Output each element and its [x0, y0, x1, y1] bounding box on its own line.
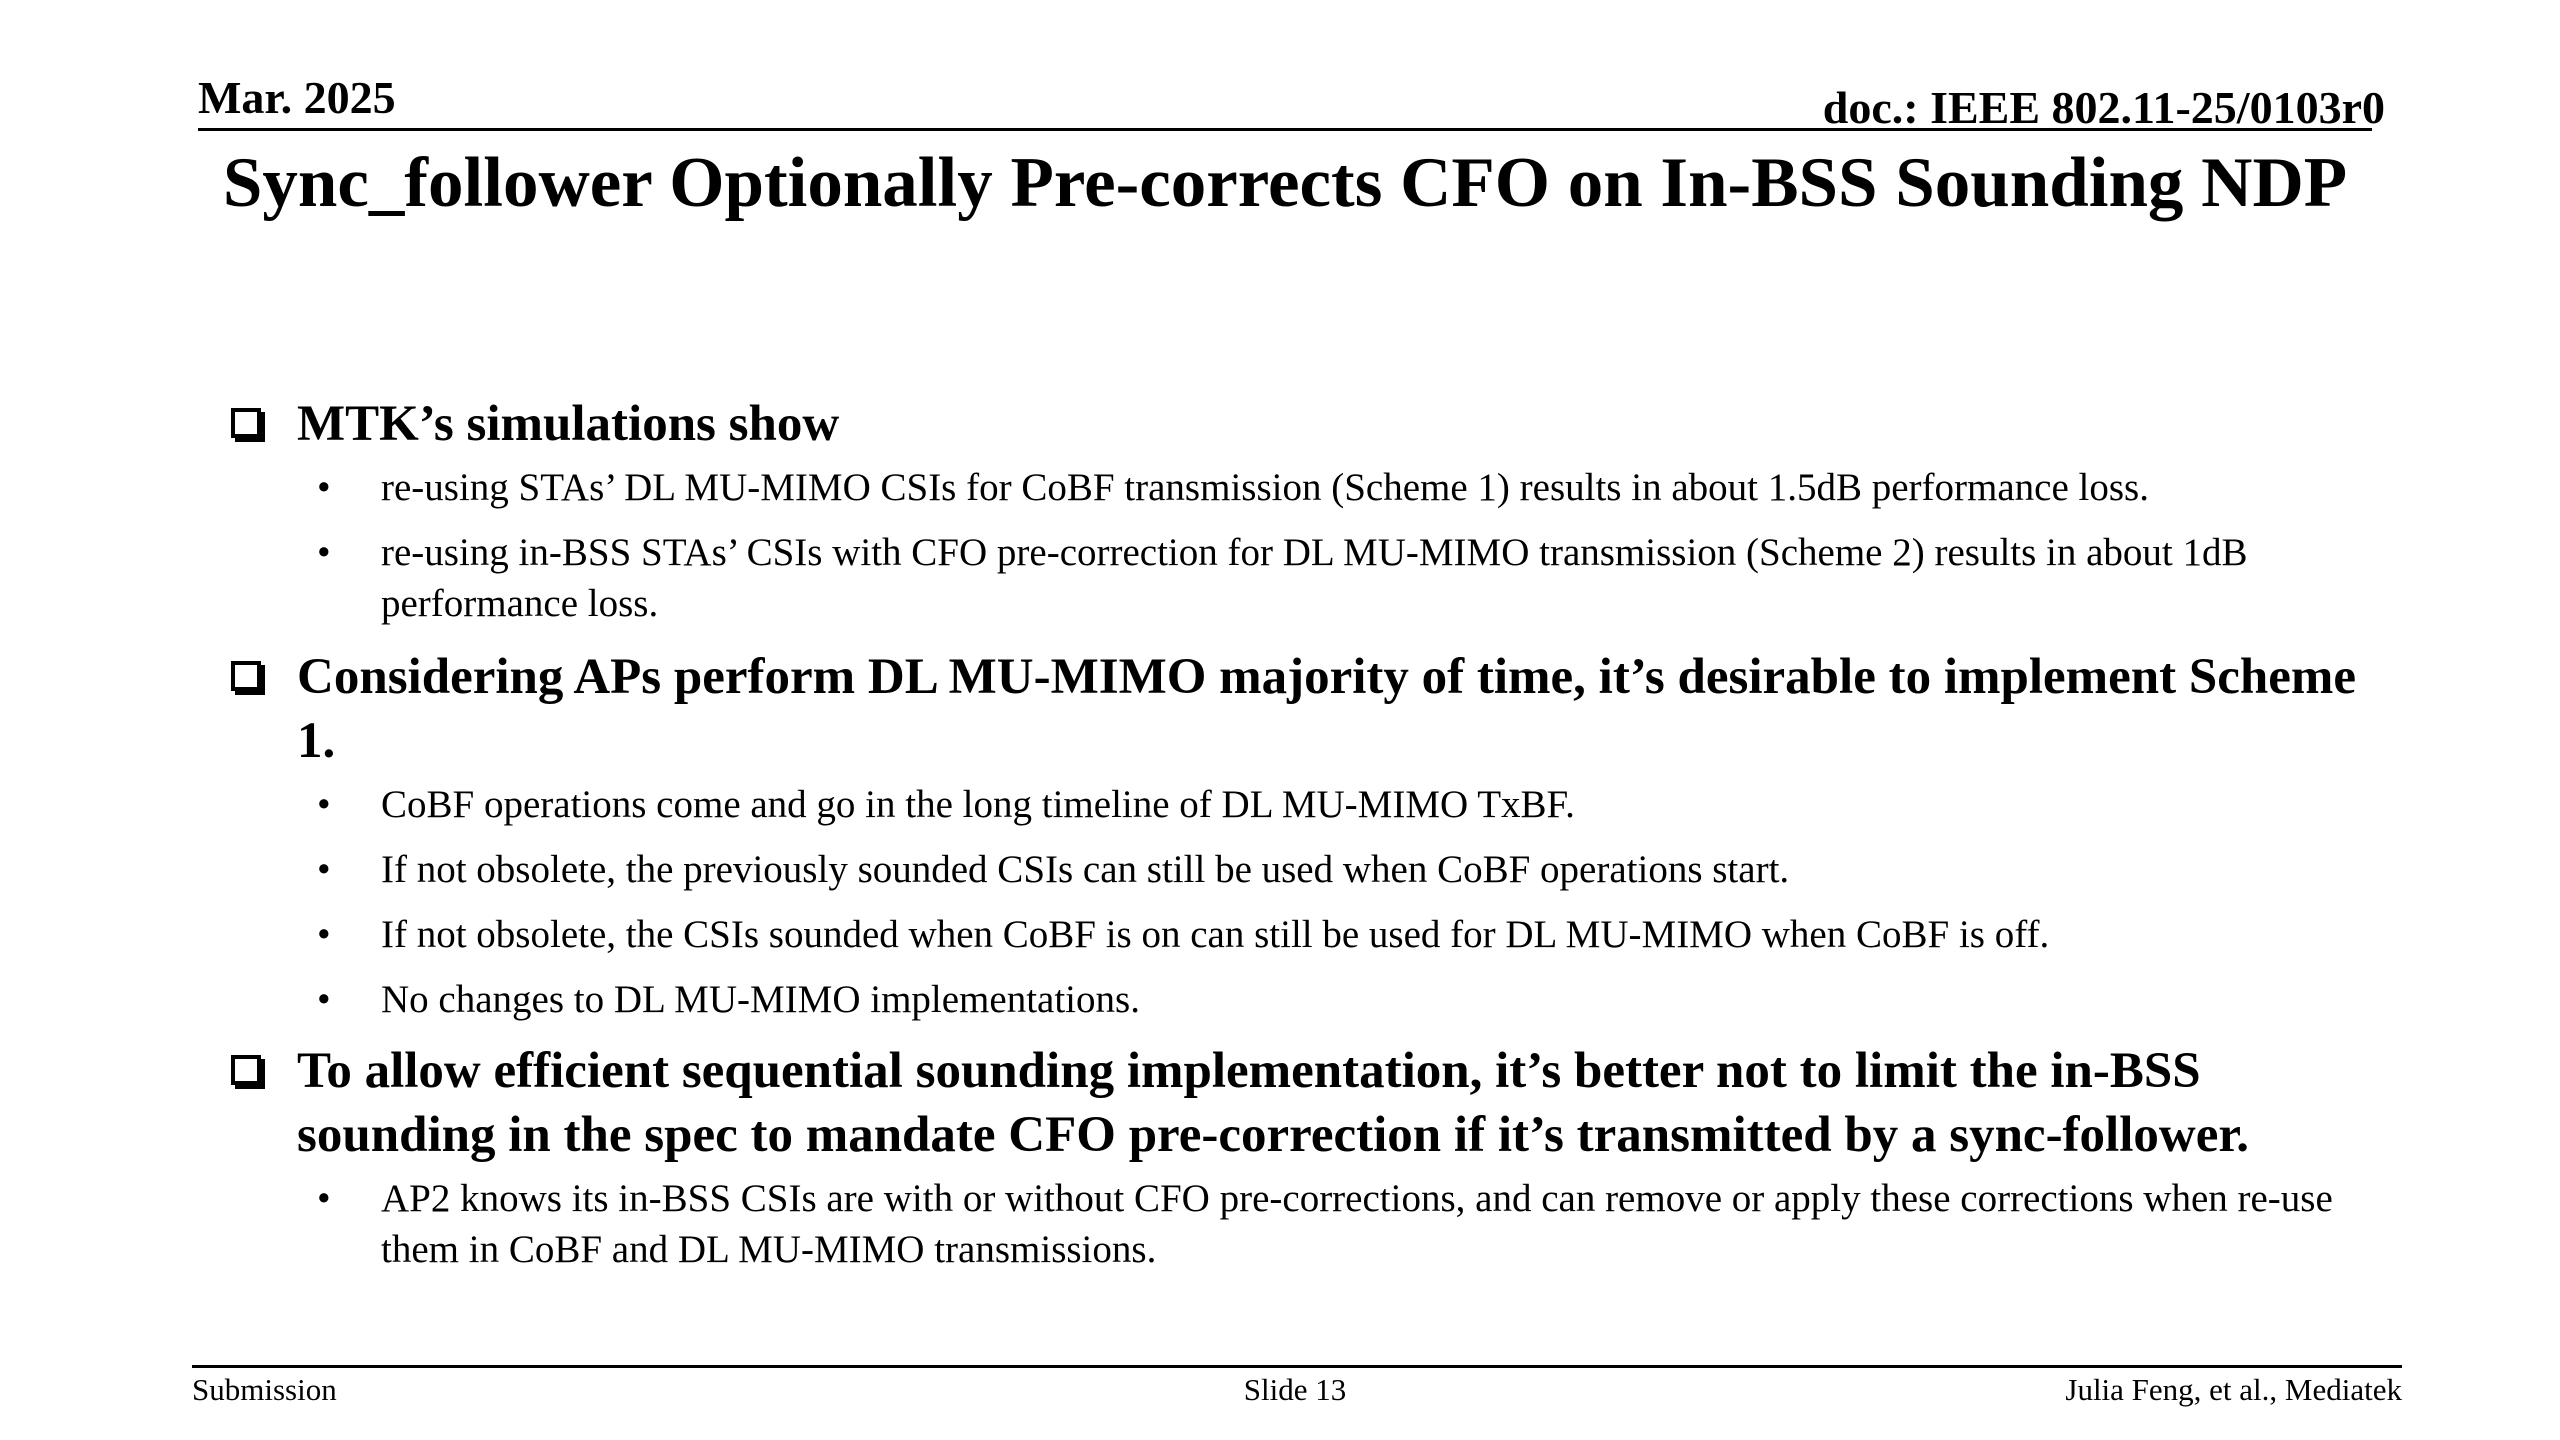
slide-title: Sync_follower Optionally Pre-corrects CFO on In-BSS Sounding NDP	[222, 144, 2348, 222]
bullet-text: CoBF operations come and go in the long timeline of DL MU-MIMO TxBF.	[381, 783, 1575, 826]
bullet-text: No changes to DL MU-MIMO implementations.	[381, 978, 1140, 1021]
bullet-dot-icon: •	[317, 1177, 331, 1220]
bullet-text: re-using in-BSS STAs’ CSIs with CFO pre-correction for DL MU-MIMO transmission (Scheme 2) results in about 1dB performance loss.	[381, 531, 2248, 625]
list-item	[225, 462, 2405, 513]
header-date: Mar. 2025	[198, 72, 396, 123]
bullet-list	[225, 1173, 2405, 1275]
bullet-text: AP2 knows its in-BSS CSIs are with or without CFO pre-corrections, and can remove or apply these corrections when re-use them in CoBF and DL MU-MIMO transmissions.	[381, 1177, 2333, 1271]
bullet-text: re-using STAs’ DL MU-MIMO CSIs for CoBF transmission (Scheme 1) results in about 1.5dB performance loss.	[381, 466, 2149, 509]
bullet-text: If not obsolete, the previously sounded CSIs can still be used when CoBF operations start.	[381, 848, 1790, 891]
section-heading	[225, 392, 2405, 456]
list-item	[225, 1173, 2405, 1275]
slide-content	[225, 392, 2405, 1289]
section-heading-text: MTK’s simulations show	[297, 396, 840, 452]
list-item	[225, 779, 2405, 830]
footer-submission: Submission	[192, 1372, 337, 1407]
bullet-dot-icon: •	[317, 978, 331, 1021]
section-scheme-1	[225, 645, 2405, 1025]
header-doc-id: doc.: IEEE 802.11-25/0103r0	[1822, 82, 2385, 133]
section-heading	[225, 645, 2405, 773]
bullet-dot-icon: •	[317, 848, 331, 891]
list-item	[225, 974, 2405, 1025]
bullet-dot-icon: •	[317, 466, 331, 509]
checkbox-bullet-icon	[231, 408, 261, 438]
footer-rule	[192, 1365, 2402, 1368]
list-item	[225, 527, 2405, 629]
section-heading-text: Considering APs perform DL MU-MIMO majority of time, it’s desirable to implement Scheme 1.	[297, 649, 2356, 769]
list-item	[225, 844, 2405, 895]
header-rule	[198, 128, 2372, 131]
checkbox-bullet-icon	[231, 1055, 261, 1085]
bullet-dot-icon: •	[317, 531, 331, 574]
section-heading-text: To allow efficient sequential sounding implementation, it’s better not to limit the in-BSS sounding in the spec to mandate CFO pre-correction if it’s transmitted by a sync-follower.	[297, 1043, 2250, 1163]
bullet-dot-icon: •	[317, 783, 331, 826]
bullet-list	[225, 779, 2405, 1025]
bullet-text: If not obsolete, the CSIs sounded when CoBF is on can still be used for DL MU-MIMO when CoBF is off.	[381, 913, 2050, 956]
bullet-dot-icon: •	[317, 913, 331, 956]
section-sequential-sounding	[225, 1039, 2405, 1275]
footer-slide-number: Slide 13	[1243, 1372, 1347, 1407]
bullet-list	[225, 462, 2405, 629]
footer-author: Julia Feng, et al., Mediatek	[2065, 1372, 2402, 1407]
checkbox-bullet-icon	[231, 661, 261, 691]
list-item	[225, 909, 2405, 960]
section-simulations	[225, 392, 2405, 629]
section-heading	[225, 1039, 2405, 1167]
